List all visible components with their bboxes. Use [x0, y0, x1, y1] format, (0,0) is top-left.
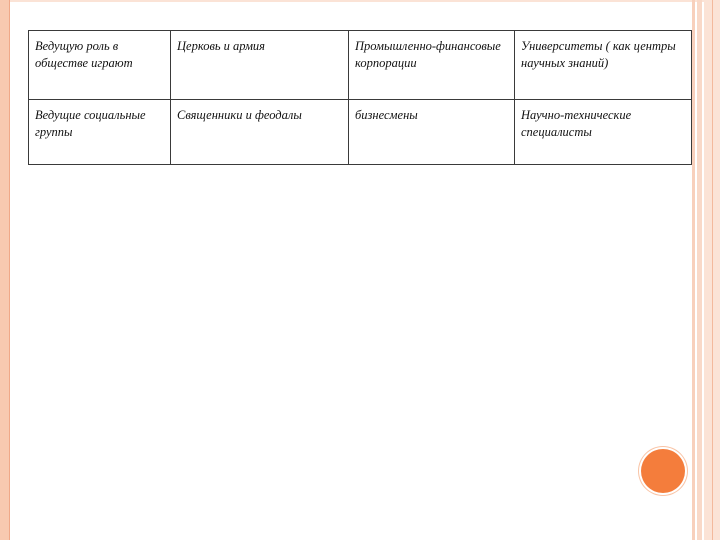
left-frame-border [0, 0, 9, 540]
table-cell: Священники и феодалы [171, 100, 349, 165]
table-row [29, 100, 692, 165]
table-cell-row-label: Ведущие социальные группы [29, 100, 171, 165]
frame-top-line [0, 0, 720, 2]
table-cell: Церковь и армия [171, 31, 349, 100]
right-frame-line [712, 0, 713, 540]
table-cell-row-label: Ведущую роль в обществе играют [29, 31, 171, 100]
right-frame-stripe-1 [692, 0, 695, 540]
table-cell: Университеты ( как центры научных знаний) [515, 31, 692, 100]
table-cell: бизнесмены [349, 100, 515, 165]
comparison-table [28, 30, 692, 165]
table-cell: Научно-технические специалисты [515, 100, 692, 165]
table-row [29, 31, 692, 100]
right-frame-stripe-2 [697, 0, 702, 540]
table-cell: Промышленно-финансовые корпорации [349, 31, 515, 100]
left-frame-line [9, 0, 10, 540]
orange-circle-icon [641, 449, 685, 493]
